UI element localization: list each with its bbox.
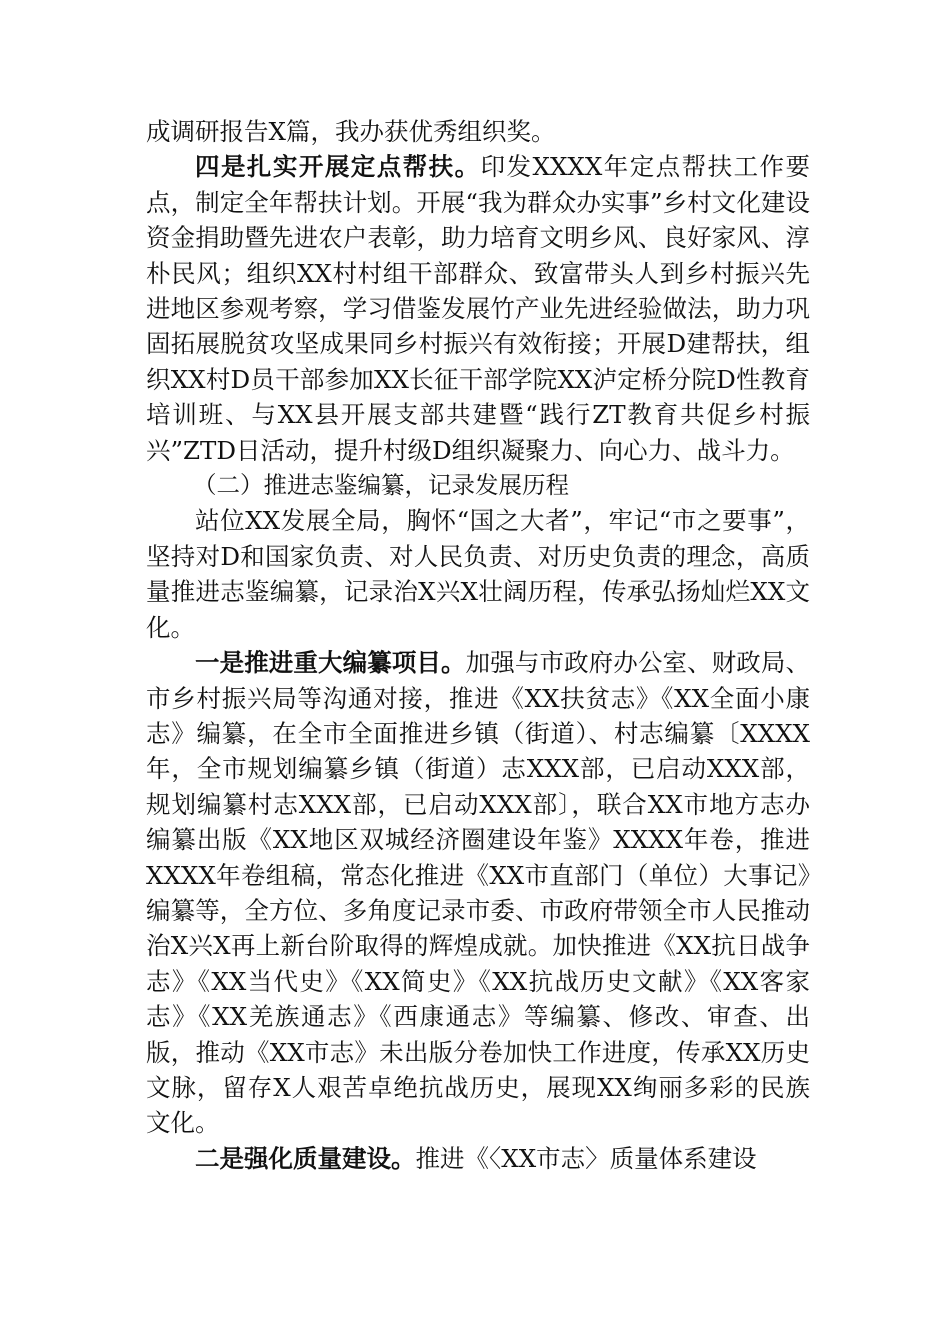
paragraph-lead: 一是推进重大编纂项目。	[195, 648, 466, 678]
paragraph-text: 站位XX发展全局，胸怀“国之大者”，牢记“市之要事”，坚持对D和国家负责、对人民负责、对历史负责的理念，高质量推进志鉴编纂，记录治X兴X壮阔历程，传承弘扬灿烂XX文化。	[146, 506, 810, 642]
paragraph-text: 加强与市政府办公室、财政局、市乡村振兴局等沟通对接，推进《XX扶贫志》《XX全面小康志》编纂，在全市全面推进乡镇（街道）、村志编纂〔XXXX年，全市规划编纂乡镇（街道）志XXX部，已启动XXX部，规划编纂村志XXX部，已启动XXX部〕，联合XX市地方志办编纂出版《XX地区双城经济圈建设年鉴》XXXX年卷，推进XXXX年卷组稿，常态化推进《XX市直部门（单位）大事记》编纂等，全方位、多角度记录市委、市政府带领全市人民推动治X兴X再上新台阶取得的辉煌成就。加快推进《XX抗日战争志》《XX当代史》《XX简史》《XX抗战历史文献》《XX客家志》《XX羌族通志》《西康通志》等编纂、修改、审查、出版，推动《XX市志》未出版分卷加快工作进度，传承XX历史文脉，留存X人艰苦卓绝抗战历史，展现XX绚丽多彩的民族文化。	[146, 648, 811, 1138]
paragraph-quality-building	[146, 1141, 810, 1176]
paragraph-overview	[146, 503, 810, 645]
paragraph-text: 推进《〈XX市志〉质量体系建设	[415, 1143, 757, 1173]
paragraph-text: 印发XXXX年定点帮扶工作要点，制定全年帮扶计划。开展“我为群众办实事”乡村文化建设资金捐助暨先进农户表彰，助力培育文明乡风、良好家风、淳朴民风；组织XX村村组干部群众、致富带头人到乡村振兴先进地区参观考察，学习借鉴发展竹产业先进经验做法，助力巩固拓展脱贫攻坚成果同乡村振兴有效衔接；开展D建帮扶，组织XX村D员干部参加XX长征干部学院XX泸定桥分院D性教育培训班、与XX县开展支部共建暨“践行ZT教育共促乡村振兴”ZTD日活动，提升村级D组织凝聚力、向心力、战斗力。	[146, 152, 810, 465]
paragraph-continuation	[146, 114, 810, 149]
section-heading: （二）推进志鉴编纂，记录发展历程	[193, 471, 569, 500]
paragraph-text: 成调研报告X篇，我办获优秀组织奖。	[146, 117, 556, 146]
paragraph-lead: 四是扎实开展定点帮扶。	[195, 152, 481, 182]
paragraph-lead: 二是强化质量建设。	[195, 1143, 416, 1173]
document-page	[146, 114, 810, 1176]
paragraph-major-projects	[146, 645, 810, 1141]
paragraph-fixed-point-assistance	[146, 149, 810, 468]
